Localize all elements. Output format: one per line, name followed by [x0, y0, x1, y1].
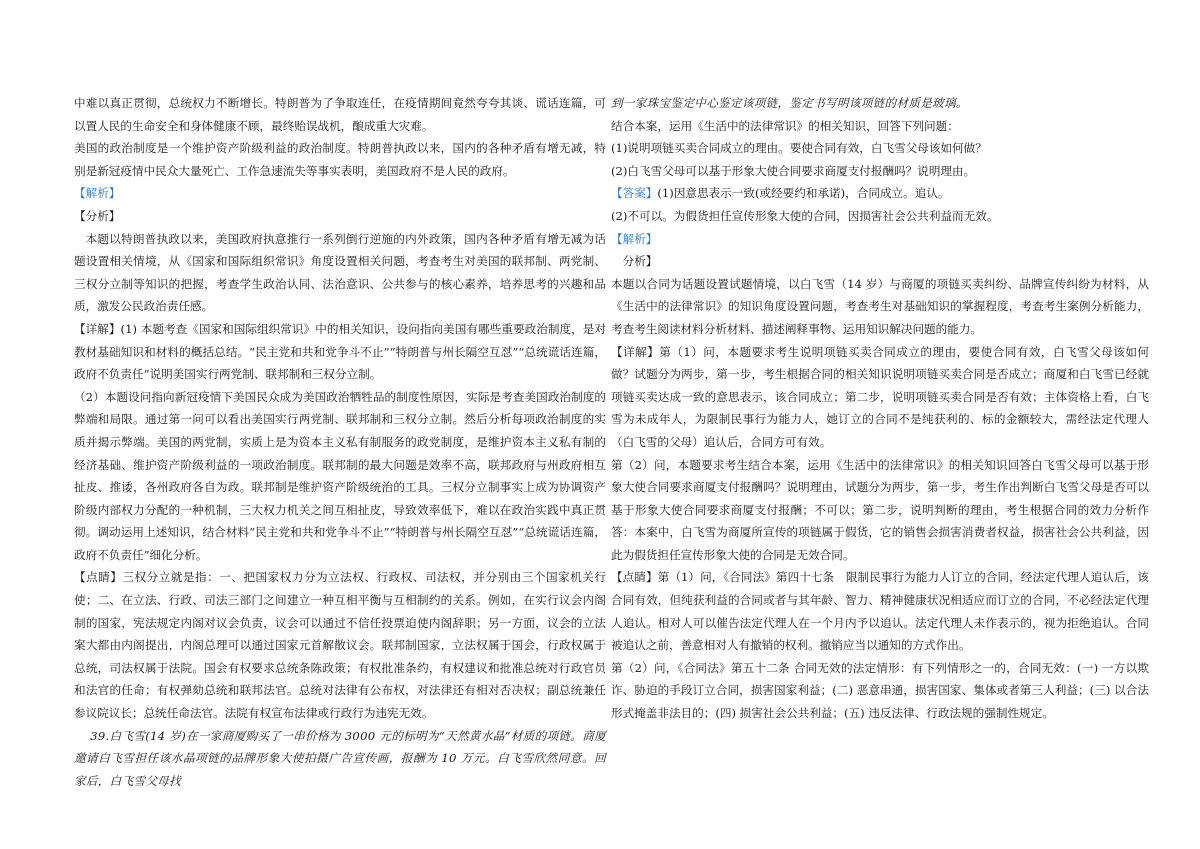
paragraph: 第（2）问，本题要求考生结合本案，运用《生活中的法律常识》的相关知识回答白飞雪父母可以基于形象大使合同要求商厦支付报酬吗？说明理由，试题分为两步，第一步，考生作出判断白飞雪父母是否可以基于形象大使合同要求商厦支付报酬；不可以；第二步，说明判断的理由，考生根据合同的效力分析作答：本案中，白飞雪为商厦所宣传的项链属于假货，它的销售会损害消费者权益，损害社会公共利益，因此为假货担任宣传形象大使的合同是无效合同。 — [611, 457, 1149, 562]
sub-question-1: (1)说明项链买卖合同成立的理由。要使合同有效，白飞雪父母该如何做？ — [611, 141, 987, 156]
section-heading: 分析】 — [622, 254, 658, 269]
paragraph: 第（2）问，《合同法》第五十二条 合同无效的法定情形：有下列情形之一的，合同无效：(一) 一方以欺诈、胁迫的手段订立合同，损害国家利益；(二) 恶意串通，损害国家、集体或者第三人利益；(三) 以合法形式掩盖非法目的；(四) 损害社会公共利益；(五) 违反法律、行政法规的强制性规定。 — [611, 660, 1149, 721]
answer — [611, 182, 1149, 205]
key-point-tag: 【点睛】 — [611, 570, 658, 585]
section-heading: 【分析】 — [74, 208, 121, 223]
question-prompt: 结合本案，运用《生活中的法律常识》的相关知识，回答下列问题： — [611, 118, 959, 133]
paragraph: （2）本题设问指向新冠疫情下美国民众成为美国政治牺牲品的制度性原因，实际是考查美国政治制度的弊端和局限。通过第一问可以看出美国实行两党制、联邦制和三权分立制。然后分析每项政治制度的实质并揭示弊端。美国的两党制，实质上是为资本主义私有制服务的政党制度，是维护资本主义私有制的经济基础、维护资产阶级利益的一项政治制度。联邦制的最大问题是效率不高，联邦政府与州政府相互扯皮、推诿，各州政府各自为政。联邦制是维护资产阶级统治的工具。三权分立制事实上成为协调资产阶级内部权力分配的一种机制，三大权力机关之间互相扯皮，导致效率低下，难以在政治实践中真正贯彻。调动运用上述知识，结合材料“民主党和共和党争斗不止”“特朗普与州长隔空互怼”“总统谎话连篇，政府不负责任”细化分析。 — [74, 389, 606, 562]
detail-text: (1) 本题考查《国家和国际组织常识》中的相关知识，设问指向美国有哪些重要政治制度，是对教材基础知识和材料的概括总结。“民主党和共和党争斗不止”“特朗普与州长隔空互怼”“总统谎话连篇，政府不负责任”说明美国实行两党制、联邦制和三权分立制。 — [74, 321, 606, 382]
answer-2: (2)不可以。为假货担任宣传形象大使的合同，因损害社会公共利益而无效。 — [611, 208, 999, 223]
key-point-text: 三权分立就是指：一、把国家权力分为立法权、行政权、司法权，并分别由三个国家机关行使；二、在立法、行政、司法三部门之间建立一种互相平衡与互相制约的关系。例如，在实行议会内阁制的国家，宪法规定内阁对议会负责，议会可以通过不信任投票迫使内阁辞职；另一方面，议会的立法案大都由内阁提出，内阁总理可以通过国家元首解散议会。联邦制国家，立法权属于国会，行政权属于总统，司法权属于法院。国会有权要求总统条陈政策；有权批准条约，有权建议和批准总统对行政官员和法官的任命；有权弹劾总统和联邦法官。总统对法律有公布权，对法律还有相对否决权；副总统兼任参议院议长；总统任命法官。法院有权宣布法律或行政行为违宪无效。 — [74, 570, 606, 721]
analysis-heading: 【解析】 — [611, 231, 658, 246]
paragraph — [611, 566, 1149, 656]
key-point-text: 第（1）问，《合同法》第四十七条 限制民事行为能力人订立的合同，经法定代理人追认后，该合同有效，但纯获利益的合同或者与其年龄、智力、精神健康状况相适应而订立的合同，不必经法定代理人追认。相对人可以催告法定代理人在一个月内予以追认。法定代理人未作表示的，视为拒绝追认。合同被追认之前，善意相对人有撤销的权利。撤销应当以通知的方式作出。 — [611, 570, 1149, 653]
paragraph: 本题以特朗普执政以来，美国政府执意推行一系列倒行逆施的内外政策，国内各种矛盾有增无减为话题设置相关情境，从《国家和国际组织常识》角度设置相关问题，考查考生对美国的联邦制、两党制、三权分立制等知识的把握，考查学生政治认同、法治意识、公共参与的核心素养，培养思考的兴趣和品质，激发公民政治责任感。 — [74, 231, 606, 314]
key-point-tag: 【点睛】 — [74, 570, 123, 585]
paragraph — [611, 341, 1149, 454]
detail-tag: 【详解】 — [74, 321, 121, 336]
question-continuation: 到一家珠宝鉴定中心鉴定该项链，鉴定书写明该项链的材质是玻璃。 — [611, 96, 968, 110]
paragraph: 本题以合同为话题设置试题情境，以白飞雪（14 岁）与商厦的项链买卖纠纷、品牌宣传纠纷为材料，从《生活中的法律常识》的知识角度设置问题，考查考生对基础知识的掌握程度，考查考生案例分析能力，考查考生阅读材料分析材料、描述阐释事物、运用知识解决问题的能力。 — [611, 276, 1149, 336]
answer-tag: 【答案】 — [611, 186, 658, 201]
question-39: 39.白飞雪(14 岁)在一家商厦购买了一串价格为 3000 元的标明为“天然黄水晶”材质的项链。商厦邀请白飞雪担任该水晶项链的品牌形象大使拍摄广告宣传画，报酬为 10 万元。白飞雪欣然同意。回家后，白飞雪父母找 — [74, 728, 606, 788]
paragraph — [74, 318, 606, 386]
detail-text: 第（1）问，本题要求考生说明项链买卖合同成立的理由，要使合同有效，白飞雪父母该如何做？试题分为两步，第一步，考生根据合同的相关知识说明项链买卖合同是否成立；商厦和白飞雪已经就项链买卖达成一致的意思表示，该合同成立；第二步，说明项链买卖合同是否有效；主体资格上看，白飞雪为未成年人，为限制民事行为能力人，她订立的合同不是纯获利的、标的金额较大，需经法定代理人（白飞雪的父母）追认后，合同方可有效。 — [611, 344, 1149, 449]
analysis-heading: 【解析】 — [74, 186, 121, 201]
sub-question-2: (2)白飞雪父母可以基于形象大使合同要求商厦支付报酬吗？说明理由。 — [611, 163, 976, 178]
paragraph: 中难以真正贯彻，总统权力不断增长。特朗普为了争取连任，在疫情期间竟然夸夸其谈、谎话连篇，可以置人民的生命安全和身体健康不顾，最终贻误战机，酿成重大灾难。 — [74, 96, 606, 133]
left-column — [74, 92, 606, 792]
right-column — [611, 92, 1149, 725]
answer-1: (1)因意思表示一致(或经要约和承诺)，合同成立。追认。 — [657, 186, 950, 201]
paragraph: 美国的政治制度是一个维护资产阶级利益的政治制度。特朗普执政以来，国内的各种矛盾有增无减，特别是新冠疫情中民众大量死亡、工作急速流失等事实表明，美国政府不是人民的政府。 — [74, 141, 606, 178]
paragraph — [74, 566, 606, 724]
detail-tag: 【详解】 — [611, 344, 660, 359]
